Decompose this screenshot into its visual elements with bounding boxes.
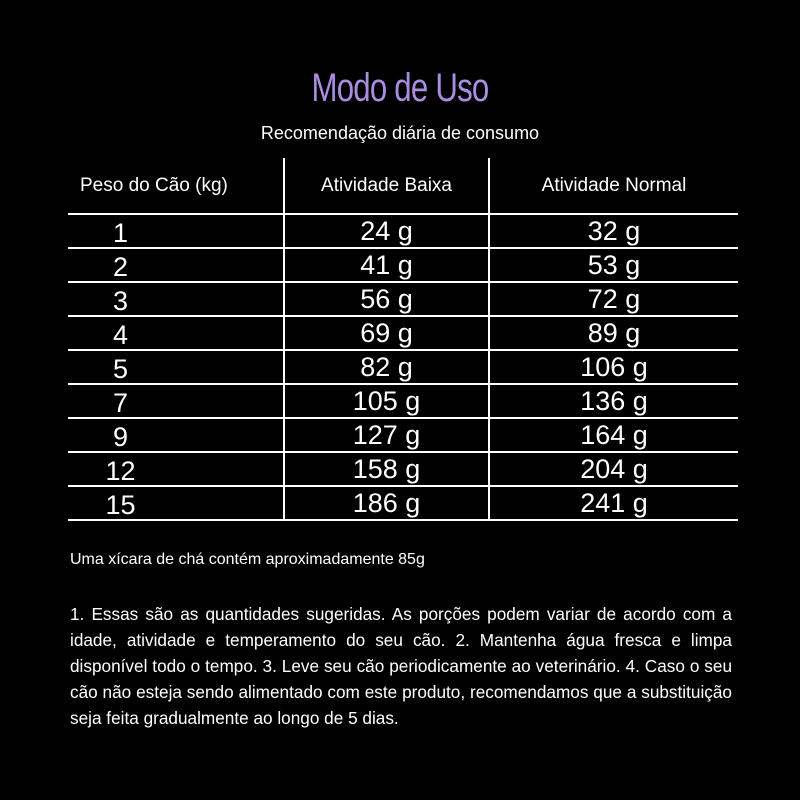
header-low-activity: Atividade Baixa [283,158,488,213]
page-title: Modo de Uso [311,66,489,110]
weight-cell: 5 [112,353,129,384]
usage-instructions: 1. Essas são as quantidades sugeridas. As porções podem variar de acordo com a idade, atividade e temperamento do seu cão. 2. Mantenha água fresca e limpa disponível todo o tempo. 3. Leve seu cão periodicamente ao veterinário. 4. Caso o seu cão não esteja sendo alimentado com este produto, recomendamos que a substituição seja feita gradualmente ao longo de 5 dias. [70,604,732,728]
table-row [68,317,738,351]
low-activity-cell: 41 g [283,249,488,281]
weight-cell: 9 [112,421,129,452]
low-activity-cell: 186 g [283,487,488,519]
header-normal-activity: Atividade Normal [488,158,738,213]
table-row [68,385,738,419]
weight-cell: 1 [112,217,129,248]
normal-activity-cell: 53 g [488,249,738,281]
table-row [68,419,738,453]
low-activity-cell: 69 g [283,317,488,349]
table-row [68,249,738,283]
feeding-table [68,158,738,521]
table-row [68,487,738,521]
normal-activity-cell: 204 g [488,453,738,485]
table-row [68,215,738,249]
normal-activity-cell: 164 g [488,419,738,451]
low-activity-cell: 158 g [283,453,488,485]
table-row [68,453,738,487]
table-row [68,283,738,317]
normal-activity-cell: 89 g [488,317,738,349]
table-header-row [68,158,738,215]
header-weight: Peso do Cão (kg) [80,174,228,196]
low-activity-cell: 82 g [283,351,488,383]
normal-activity-cell: 32 g [488,215,738,247]
normal-activity-cell: 106 g [488,351,738,383]
cup-note: Uma xícara de chá contém aproximadamente 85g [70,551,425,568]
low-activity-cell: 105 g [283,385,488,417]
normal-activity-cell: 241 g [488,487,738,519]
weight-cell: 7 [112,387,129,418]
weight-cell: 3 [112,285,129,316]
weight-cell: 4 [112,319,129,350]
table-row [68,351,738,385]
weight-cell: 2 [112,251,129,282]
page-subtitle: Recomendação diária de consumo [260,123,540,143]
low-activity-cell: 56 g [283,283,488,315]
low-activity-cell: 24 g [283,215,488,247]
low-activity-cell: 127 g [283,419,488,451]
normal-activity-cell: 136 g [488,385,738,417]
normal-activity-cell: 72 g [488,283,738,315]
weight-cell: 15 [105,489,136,520]
weight-cell: 12 [105,455,136,486]
